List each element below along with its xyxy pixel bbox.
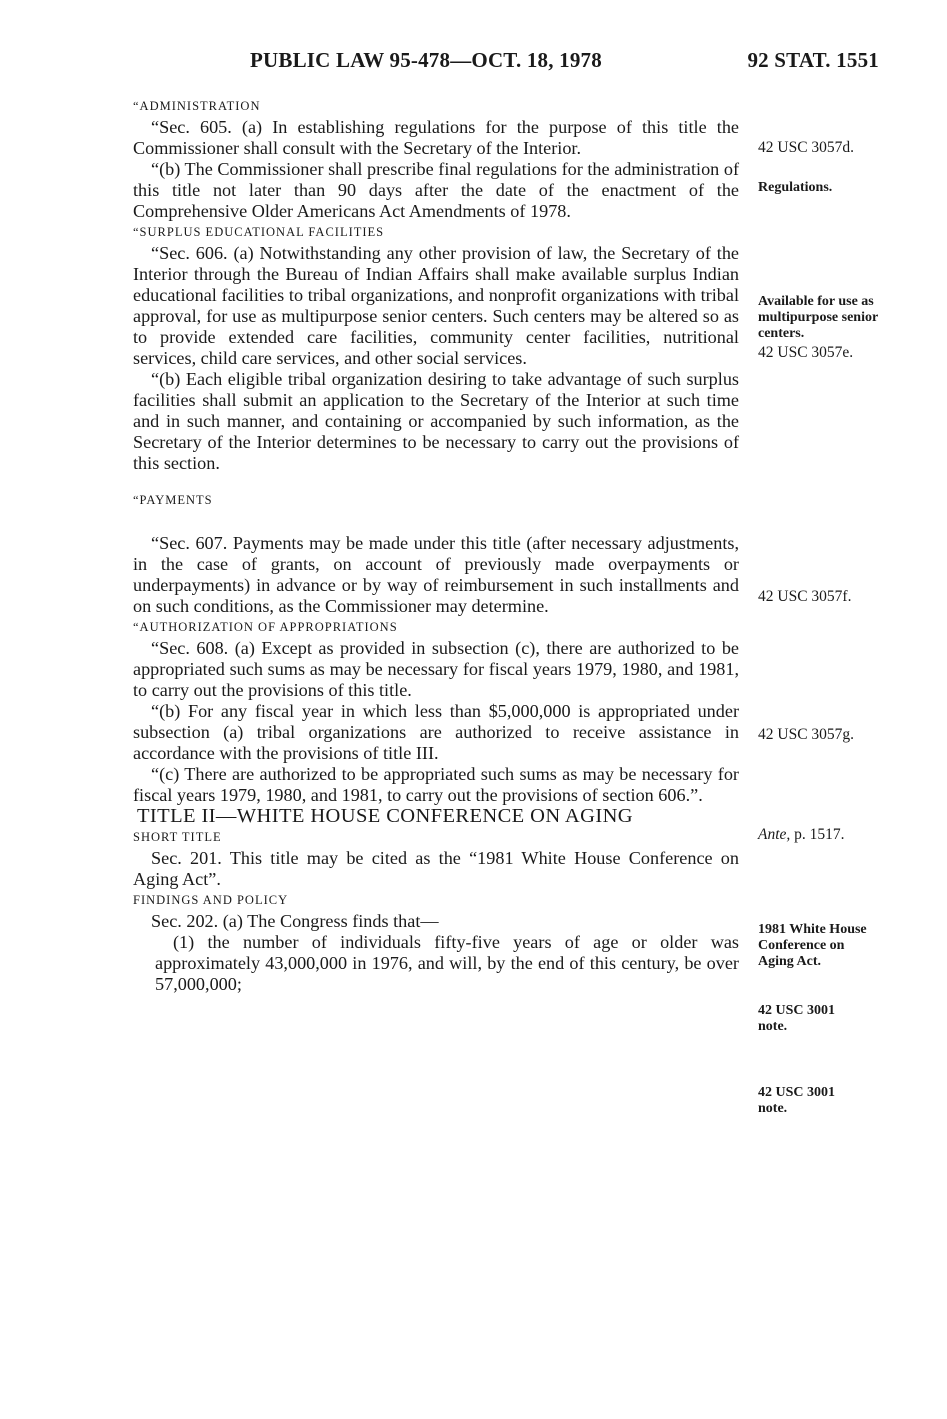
- sec-605-a: “Sec. 605. (a) In establishing regulations for the purpose of this title the Commissioner shall consult with the Secretary of the Interior.: [133, 117, 739, 158]
- sec-202-a: Sec. 202. (a) The Congress finds that—: [151, 911, 439, 931]
- margin-note-available-for-use: Available for use as multipurpose senior centers.: [758, 294, 878, 341]
- heading-payments: “PAYMENTS: [133, 493, 213, 507]
- heading-administration: “ADMINISTRATION: [133, 99, 261, 113]
- margin-note-ante-italic: Ante,: [758, 826, 791, 843]
- sec-201: Sec. 201. This title may be cited as the “1981 White House Conference on Aging Act”.: [133, 848, 739, 889]
- sec-608-a: “Sec. 608. (a) Except as provided in subsection (c), there are authorized to be appropriated such sums as may be necessary for fiscal years 1979, 1980, and 1981, to carry out the provisions of this title.: [133, 638, 739, 700]
- margin-note-usc-3001-note-2: 42 USC 3001 note.: [758, 1085, 836, 1116]
- sec-608-c: “(c) There are authorized to be appropriated such sums as may be necessary for fiscal years 1979, 1980, and 1981, to carry out the provisions of section 606.”.: [133, 764, 739, 805]
- margin-note-usc-3057f: 42 USC 3057f.: [758, 588, 852, 605]
- header-law-citation: PUBLIC LAW 95-478—OCT. 18, 1978: [250, 48, 602, 72]
- heading-authorization: “AUTHORIZATION OF APPROPRIATIONS: [133, 620, 398, 634]
- margin-note-usc-3057g: 42 USC 3057g.: [758, 726, 855, 743]
- margin-note-ante: [758, 827, 898, 843]
- body-text: [133, 96, 739, 995]
- page-header: [250, 48, 879, 73]
- margin-note-ante-page: p. 1517.: [794, 826, 845, 843]
- margin-note-white-house-act: 1981 White House Conference on Aging Act.: [758, 922, 867, 969]
- heading-findings-policy: FINDINGS AND POLICY: [133, 893, 289, 907]
- sec-608-b: “(b) For any fiscal year in which less than $5,000,000 is appropriated under subsection (a) tribal organizations are authorized to receive assistance in accordance with the provisions of title III.: [133, 701, 739, 763]
- margin-note-usc-3001-note-1: 42 USC 3001 note.: [758, 1003, 836, 1034]
- sec-606-a: “Sec. 606. (a) Notwithstanding any other provision of law, the Secretary of the Interior through the Bureau of Indian Affairs shall make available surplus Indian educational facilities to tribal organizations, and nonprofit organizations with tribal approval, for use as multipurpose senior centers. Such centers may be altered so as to provide extended care facilities, community center facilities, nutritional services, child care services, and other social services.: [133, 243, 739, 368]
- sec-606-b: “(b) Each eligible tribal organization desiring to take advantage of such surplus facilities shall submit an application to the Secretary of the Interior at such time and in such manner, and containing or accompanied by such information, as the Secretary of the Interior determines to be necessary to carry out the provisions of this section.: [133, 369, 739, 473]
- header-stat-page: 92 STAT. 1551: [747, 48, 879, 72]
- heading-surplus-facilities: “SURPLUS EDUCATIONAL FACILITIES: [133, 225, 385, 239]
- margin-note-usc-3057e: 42 USC 3057e.: [758, 344, 854, 361]
- margin-note-regulations: Regulations.: [758, 180, 833, 195]
- heading-short-title: SHORT TITLE: [133, 830, 222, 844]
- title-ii-heading: TITLE II—WHITE HOUSE CONFERENCE ON AGING: [137, 805, 633, 827]
- sec-605-b: “(b) The Commissioner shall prescribe final regulations for the administration of this title not later than 90 days after the date of the enactment of the Comprehensive Older Americans Act Amendments of 1978.: [133, 159, 739, 221]
- sec-607: “Sec. 607. Payments may be made under this title (after necessary adjustments, in the case of grants, on account of previously made overpayments or underpayments) in advance or by way of reimbursement in such installments and on such conditions, as the Commissioner may determine.: [133, 533, 739, 616]
- sec-202-a-1: (1) the number of individuals fifty-five years of age or older was approximately 43,000,000 in 1976, and will, by the end of this century, be over 57,000,000;: [155, 932, 739, 994]
- margin-note-usc-3057d: 42 USC 3057d.: [758, 139, 855, 156]
